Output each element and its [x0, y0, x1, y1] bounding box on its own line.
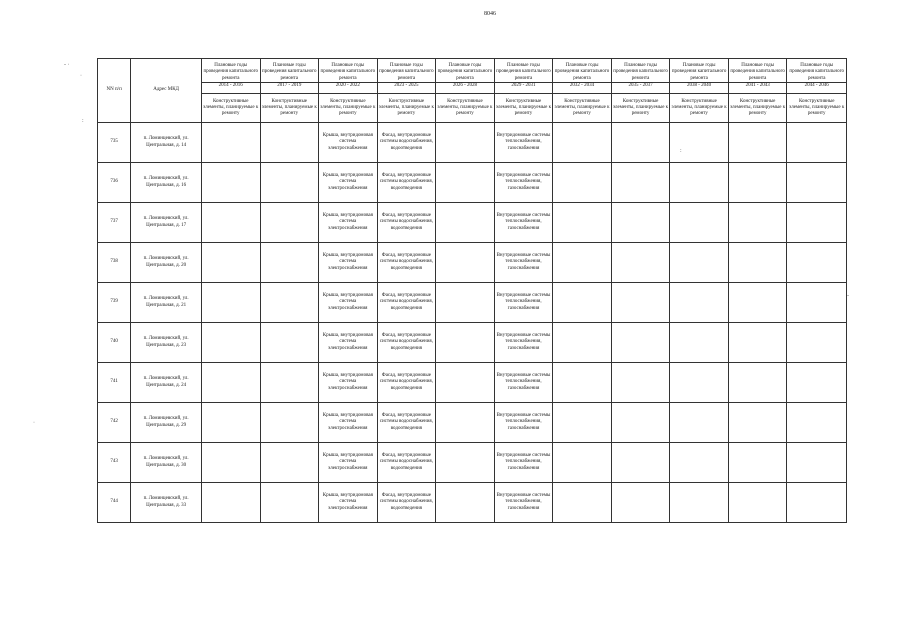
row-number: 741	[98, 363, 131, 403]
empty-cell	[787, 363, 847, 403]
works-2020-2022: Крыша, внутридомовая система электроснабжения	[319, 243, 378, 283]
period-years: 2023 - 2025	[378, 82, 436, 89]
works-2023-2025: Фасад, внутридомовые системы водоснабжения, водоотведения	[377, 243, 436, 283]
empty-cell	[787, 483, 847, 523]
empty-cell	[611, 203, 670, 243]
works-2020-2022: Крыша, внутридомовая система электроснабжения	[319, 443, 378, 483]
empty-cell	[728, 203, 787, 243]
empty-cell	[728, 163, 787, 203]
works-2029-2031: Внутридомовые системы теплоснабжения, газоснабжения	[494, 203, 553, 243]
row-number: 737	[98, 203, 131, 243]
row-address: п. Ломинцевский, ул. Центральная, д. 30	[131, 443, 202, 483]
works-2029-2031: Внутридомовые системы теплоснабжения, газоснабжения	[494, 123, 553, 163]
works-2020-2022: Крыша, внутридомовая система электроснабжения	[319, 403, 378, 443]
works-2020-2022: Крыша, внутридомовая система электроснабжения	[319, 123, 378, 163]
scan-mark: - ·	[64, 62, 70, 68]
row-address: п. Ломинцевский, ул. Центральная, д. 33	[131, 483, 202, 523]
empty-cell	[436, 363, 495, 403]
row-number: 736	[98, 163, 131, 203]
empty-cell	[728, 323, 787, 363]
empty-cell	[201, 323, 260, 363]
empty-cell	[260, 243, 319, 283]
works-2023-2025: Фасад, внутридомовые системы водоснабжения, водоотведения	[377, 323, 436, 363]
empty-cell	[611, 243, 670, 283]
empty-cell	[260, 123, 319, 163]
row-number: 740	[98, 323, 131, 363]
works-2023-2025: Фасад, внутридомовые системы водоснабжения, водоотведения	[377, 483, 436, 523]
empty-cell	[728, 283, 787, 323]
period-subheader: Конструктивные элементы, планируемые к ремонту	[670, 94, 729, 123]
empty-cell	[260, 283, 319, 323]
empty-cell	[787, 323, 847, 363]
capital-repair-schedule-table	[97, 58, 847, 523]
table-row	[98, 203, 847, 243]
period-header	[728, 59, 787, 94]
empty-cell	[787, 123, 847, 163]
empty-cell	[611, 443, 670, 483]
table-row	[98, 283, 847, 323]
empty-cell	[201, 283, 260, 323]
works-2020-2022: Крыша, внутридомовая система электроснабжения	[319, 163, 378, 203]
table-row	[98, 443, 847, 483]
period-title: Плановые годы проведения капитального ремонта	[730, 62, 785, 81]
period-title: Плановые годы проведения капитального ремонта	[437, 62, 493, 81]
empty-cell	[436, 283, 495, 323]
period-title: Плановые годы проведения капитального ремонта	[789, 62, 844, 81]
row-number: 738	[98, 243, 131, 283]
works-2029-2031: Внутридомовые системы теплоснабжения, газоснабжения	[494, 283, 553, 323]
empty-cell	[553, 483, 612, 523]
works-2023-2025: Фасад, внутридомовые системы водоснабжения, водоотведения	[377, 363, 436, 403]
empty-cell	[436, 403, 495, 443]
empty-cell	[787, 403, 847, 443]
period-subheader: Конструктивные элементы, планируемые к ремонту	[494, 94, 553, 123]
empty-cell	[260, 403, 319, 443]
row-address: п. Ломинцевский, ул. Центральная, д. 29	[131, 403, 202, 443]
works-2020-2022: Крыша, внутридомовая система электроснабжения	[319, 363, 378, 403]
works-2020-2022: Крыша, внутридомовая система электроснабжения	[319, 203, 378, 243]
works-2023-2025: Фасад, внутридомовые системы водоснабжения, водоотведения	[377, 443, 436, 483]
empty-cell	[201, 243, 260, 283]
empty-cell	[611, 403, 670, 443]
empty-cell	[260, 443, 319, 483]
empty-cell	[670, 123, 729, 163]
empty-cell	[728, 443, 787, 483]
period-subheader: Конструктивные элементы, планируемые к ремонту	[728, 94, 787, 123]
works-2023-2025: Фасад, внутридомовые системы водоснабжения, водоотведения	[377, 163, 436, 203]
period-subheader: Конструктивные элементы, планируемые к ремонту	[377, 94, 436, 123]
period-header	[319, 59, 378, 94]
page-number: 8046	[484, 11, 496, 17]
row-address: п. Ломинцевский, ул. Центральная, д. 24	[131, 363, 202, 403]
table-row	[98, 243, 847, 283]
row-address: п. Ломинцевский, ул. Центральная, д. 20	[131, 243, 202, 283]
empty-cell	[670, 363, 729, 403]
works-2023-2025: Фасад, внутридомовые системы водоснабжения, водоотведения	[377, 403, 436, 443]
period-years: 2032 - 2034	[553, 82, 611, 89]
empty-cell	[553, 323, 612, 363]
empty-cell	[260, 203, 319, 243]
empty-cell	[260, 483, 319, 523]
empty-cell	[787, 283, 847, 323]
empty-cell	[553, 443, 612, 483]
empty-cell	[201, 483, 260, 523]
empty-cell	[728, 243, 787, 283]
table-row	[98, 363, 847, 403]
empty-cell	[670, 243, 729, 283]
row-number: 739	[98, 283, 131, 323]
period-header	[260, 59, 319, 94]
empty-cell	[553, 203, 612, 243]
empty-cell	[728, 123, 787, 163]
works-2029-2031: Внутридомовые системы теплоснабжения, газоснабжения	[494, 483, 553, 523]
empty-cell	[670, 203, 729, 243]
empty-cell	[553, 163, 612, 203]
period-header	[201, 59, 260, 94]
num-column-header: NN п/п	[98, 59, 131, 123]
table-row	[98, 483, 847, 523]
empty-cell	[553, 403, 612, 443]
empty-cell	[670, 283, 729, 323]
table-row	[98, 403, 847, 443]
row-number: 744	[98, 483, 131, 523]
period-years: 2017 - 2019	[261, 82, 319, 89]
empty-cell	[260, 363, 319, 403]
empty-cell	[670, 403, 729, 443]
period-header	[787, 59, 847, 94]
works-2029-2031: Внутридомовые системы теплоснабжения, газоснабжения	[494, 443, 553, 483]
period-subheader: Конструктивные элементы, планируемые к ремонту	[319, 94, 378, 123]
empty-cell	[611, 123, 670, 163]
empty-cell	[201, 163, 260, 203]
empty-cell	[260, 323, 319, 363]
empty-cell	[728, 403, 787, 443]
empty-cell	[553, 123, 612, 163]
empty-cell	[611, 363, 670, 403]
empty-cell	[436, 163, 495, 203]
row-number: 743	[98, 443, 131, 483]
empty-cell	[260, 163, 319, 203]
empty-cell	[553, 363, 612, 403]
scan-mark: ·	[80, 73, 82, 79]
period-header	[670, 59, 729, 94]
period-title: Плановые годы проведения капитального ремонта	[379, 62, 434, 81]
period-years: 2035 - 2037	[612, 82, 670, 89]
scan-mark: ·	[33, 420, 35, 426]
period-years: 2026 - 2028	[436, 82, 494, 89]
empty-cell	[670, 323, 729, 363]
empty-cell	[787, 443, 847, 483]
empty-cell	[436, 123, 495, 163]
period-title: Плановые годы проведения капитального ремонта	[261, 62, 317, 81]
period-title: Плановые годы проведения капитального ремонта	[203, 62, 259, 81]
period-subheader: Конструктивные элементы, планируемые к ремонту	[201, 94, 260, 123]
table-row	[98, 123, 847, 163]
period-title: Плановые годы проведения капитального ремонта	[613, 62, 668, 81]
table-header	[98, 59, 847, 123]
period-subheader: Конструктивные элементы, планируемые к ремонту	[436, 94, 495, 123]
table-row	[98, 323, 847, 363]
empty-cell	[611, 283, 670, 323]
empty-cell	[787, 203, 847, 243]
row-address: п. Ломинцевский, ул. Центральная, д. 21	[131, 283, 202, 323]
row-number: 742	[98, 403, 131, 443]
period-title: Плановые годы проведения капитального ремонта	[671, 62, 727, 81]
empty-cell	[670, 443, 729, 483]
empty-cell	[787, 163, 847, 203]
row-number: 735	[98, 123, 131, 163]
works-2029-2031: Внутридомовые системы теплоснабжения, газоснабжения	[494, 163, 553, 203]
period-title: Плановые годы проведения капитального ремонта	[496, 62, 551, 81]
scan-mark: :	[680, 148, 682, 154]
empty-cell	[728, 363, 787, 403]
period-subheader: Конструктивные элементы, планируемые к ремонту	[553, 94, 612, 123]
table-row	[98, 163, 847, 203]
period-subheader: Конструктивные элементы, планируемые к ремонту	[260, 94, 319, 123]
period-header	[611, 59, 670, 94]
address-column-header: Адрес МКД	[131, 59, 202, 123]
empty-cell	[436, 203, 495, 243]
empty-cell	[201, 203, 260, 243]
works-2029-2031: Внутридомовые системы теплоснабжения, газоснабжения	[494, 363, 553, 403]
empty-cell	[553, 243, 612, 283]
empty-cell	[201, 403, 260, 443]
empty-cell	[611, 163, 670, 203]
period-title: Плановые годы проведения капитального ремонта	[554, 62, 610, 81]
scan-mark: -	[847, 293, 849, 299]
empty-cell	[611, 483, 670, 523]
period-header	[494, 59, 553, 94]
empty-cell	[436, 483, 495, 523]
scan-mark: :	[82, 118, 84, 124]
period-header	[553, 59, 612, 94]
works-2023-2025: Фасад, внутридомовые системы водоснабжения, водоотведения	[377, 283, 436, 323]
works-2029-2031: Внутридомовые системы теплоснабжения, газоснабжения	[494, 323, 553, 363]
period-years: 2020 - 2022	[319, 82, 377, 89]
empty-cell	[728, 483, 787, 523]
works-2020-2022: Крыша, внутридомовая система электроснабжения	[319, 283, 378, 323]
period-years: 2038 - 2040	[670, 82, 728, 89]
works-2020-2022: Крыша, внутридомовая система электроснабжения	[319, 483, 378, 523]
empty-cell	[201, 443, 260, 483]
period-subheader: Конструктивные элементы, планируемые к ремонту	[611, 94, 670, 123]
period-header	[377, 59, 436, 94]
row-address: п. Ломинцевский, ул. Центральная, д. 17	[131, 203, 202, 243]
works-2023-2025: Фасад, внутридомовые системы водоснабжения, водоотведения	[377, 203, 436, 243]
table-body	[98, 123, 847, 523]
empty-cell	[436, 323, 495, 363]
row-address: п. Ломинцевский, ул. Центральная, д. 14	[131, 123, 202, 163]
period-subheader: Конструктивные элементы, планируемые к ремонту	[787, 94, 847, 123]
empty-cell	[201, 123, 260, 163]
row-address: п. Ломинцевский, ул. Центральная, д. 23	[131, 323, 202, 363]
empty-cell	[436, 443, 495, 483]
empty-cell	[787, 243, 847, 283]
works-2020-2022: Крыша, внутридомовая система электроснабжения	[319, 323, 378, 363]
empty-cell	[201, 363, 260, 403]
period-years: 2029 - 2031	[495, 82, 553, 89]
empty-cell	[553, 283, 612, 323]
empty-cell	[611, 323, 670, 363]
period-years: 2014 - 2016	[202, 82, 260, 89]
works-2029-2031: Внутридомовые системы теплоснабжения, газоснабжения	[494, 243, 553, 283]
period-years: 2044 - 2046	[787, 82, 846, 89]
works-2023-2025: Фасад, внутридомовые системы водоснабжения, водоотведения	[377, 123, 436, 163]
period-header	[436, 59, 495, 94]
works-2029-2031: Внутридомовые системы теплоснабжения, газоснабжения	[494, 403, 553, 443]
period-years: 2041 - 2043	[729, 82, 787, 89]
empty-cell	[436, 243, 495, 283]
row-address: п. Ломинцевский, ул. Центральная, д. 16	[131, 163, 202, 203]
empty-cell	[670, 163, 729, 203]
empty-cell	[670, 483, 729, 523]
period-title: Плановые годы проведения капитального ремонта	[320, 62, 376, 81]
